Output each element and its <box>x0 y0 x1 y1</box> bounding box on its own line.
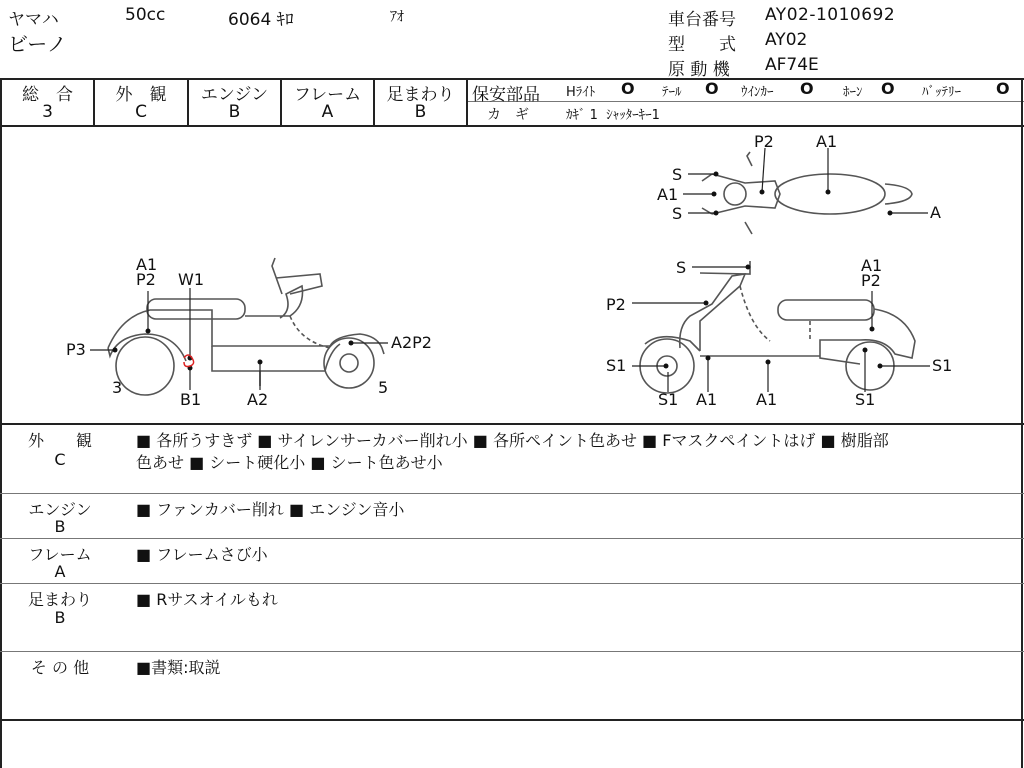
mileage: 6064 ｷﾛ <box>228 10 294 30</box>
safety-mark-winker: O <box>800 79 814 98</box>
safety-mark-battery: O <box>996 79 1010 98</box>
divider <box>0 651 1024 652</box>
comment-other-line1: ■書類:取説 <box>136 658 221 677</box>
safety-item-battery: ﾊﾞｯﾃﾘｰ <box>922 85 961 100</box>
diag-top-s: S <box>672 165 683 184</box>
comment-grade-suspension: B <box>54 608 66 627</box>
diag-top-a: A <box>930 203 941 222</box>
model-name: ビーノ <box>8 32 67 56</box>
scooter-top-view <box>702 152 912 234</box>
type-value: AY02 <box>765 30 808 50</box>
divider <box>0 493 1024 494</box>
comment-exterior-line1: ■ 各所うすきず ■ サイレンサーカバー削れ小 ■ 各所ペイント色あせ ■ Fマスクペイントはげ ■ 樹脂部 <box>136 431 889 450</box>
body-color: ｱｵ <box>390 9 404 25</box>
divider <box>0 583 1024 584</box>
diag-top-a1: A1 <box>816 132 838 151</box>
diag-top-p2: P2 <box>754 132 774 151</box>
diag-right-a1: A1 <box>861 256 883 275</box>
comment-engine-line1: ■ ファンカバー削れ ■ エンジン音小 <box>136 500 405 519</box>
diag-left-5: 5 <box>378 378 389 397</box>
safety-label: 保安部品 <box>472 85 540 105</box>
grade-total-value: 3 <box>42 102 53 122</box>
safety-item-winker: ｳｲﾝｶｰ <box>741 85 774 100</box>
diag-left-3: 3 <box>112 378 123 397</box>
maker: ヤマハ <box>8 10 59 30</box>
safety-mark-headlight: O <box>621 79 635 98</box>
engine-model-value: AF74E <box>765 55 819 75</box>
type-label: 型 式 <box>668 35 736 55</box>
safety-item-horn: ﾎｰﾝ <box>843 85 863 100</box>
grade-frame-value: A <box>321 102 334 122</box>
diag-right-s: S <box>676 258 687 277</box>
divider <box>0 423 1024 425</box>
diag-left-a1: A1 <box>136 255 158 274</box>
diag-right-s1-bottom: S1 <box>658 390 679 409</box>
diag-right-s1-right: S1 <box>932 356 953 375</box>
diag-left-p2: P2 <box>136 270 156 289</box>
grade-exterior-value: C <box>135 102 147 122</box>
comment-grade-frame: A <box>54 562 66 581</box>
comment-label-other: そ の 他 <box>30 658 90 677</box>
diag-right-p2: P2 <box>861 271 881 290</box>
diag-right-s1-bottom-right: S1 <box>855 390 876 409</box>
diag-left-p3: P3 <box>66 340 86 359</box>
safety-item-headlight: Hﾗｲﾄ <box>566 85 596 100</box>
comment-label-exterior: 外 観 <box>27 431 92 450</box>
diag-right-a1-bottom: A1 <box>756 390 778 409</box>
diag-left-w1: W1 <box>178 270 204 289</box>
comment-exterior-line2: 色あせ ■ シート硬化小 ■ シート色あせ小 <box>136 453 443 472</box>
diag-top-a1-left: A1 <box>657 185 679 204</box>
grade-total-label: 総 合 <box>22 85 73 105</box>
diag-left-a2: A2 <box>247 390 269 409</box>
frame-no: AY02-1010692 <box>765 5 896 25</box>
comment-label-suspension: 足まわり <box>27 590 92 609</box>
safety-mark-horn: O <box>881 79 895 98</box>
key-label: カ ギ <box>487 107 529 123</box>
comment-suspension-line1: ■ Rサスオイルもれ <box>136 590 278 609</box>
comment-label-engine: エンジン <box>28 500 92 519</box>
divider <box>0 719 1024 721</box>
diag-top-s-bottom: S <box>672 204 683 223</box>
grade-frame-label: フレーム <box>293 85 362 105</box>
diag-left-b1: B1 <box>180 390 202 409</box>
grade-suspension-label: 足まわり <box>386 85 455 105</box>
engine-model-label: 原 動 機 <box>668 60 730 80</box>
grade-exterior-label: 外 観 <box>115 85 167 105</box>
displacement: 50cc <box>125 5 166 25</box>
grade-engine-label: エンジン <box>200 85 269 105</box>
comment-grade-engine: B <box>54 517 66 536</box>
key-value: ｶｷﾞ 1 ｼｬｯﾀｰｷｰ1 <box>566 108 660 123</box>
grade-engine-value: B <box>228 102 241 122</box>
diag-right-p2-left: P2 <box>606 295 626 314</box>
comment-frame-line1: ■ フレームさび小 <box>136 545 268 564</box>
frame-no-label: 車台番号 <box>668 10 736 30</box>
divider <box>466 101 1024 102</box>
grade-suspension-value: B <box>414 102 427 122</box>
divider <box>466 78 468 126</box>
divider <box>0 538 1024 539</box>
safety-mark-taillight: O <box>705 79 719 98</box>
diag-left-a2p2: A2P2 <box>391 333 432 352</box>
comment-label-frame: フレーム <box>28 545 92 564</box>
diag-right-s1-left: S1 <box>606 356 627 375</box>
diag-right-a1-mid: A1 <box>696 390 718 409</box>
comment-grade-exterior: C <box>54 450 66 469</box>
safety-item-taillight: ﾃｰﾙ <box>662 85 682 100</box>
